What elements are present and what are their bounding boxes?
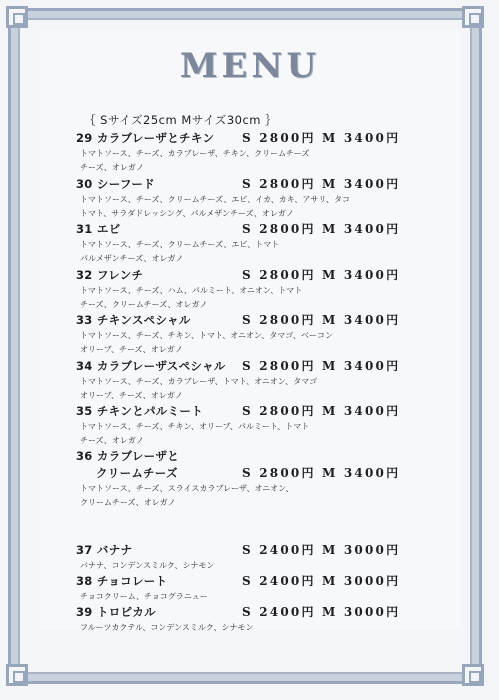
item-desc: トマトソース、チーズ、チキン、トマト、オニオン、タマゴ、ベーコン (80, 331, 333, 340)
item-name: 32 フレンチ (76, 268, 144, 282)
item-price: S 2400円 M 3000円 (242, 543, 401, 557)
item-name: 33 チキンスペシャル (76, 313, 191, 327)
item-price: S 2800円 M 3400円 (242, 177, 401, 191)
item-desc: パルメザンチーズ、オレガノ (80, 254, 184, 263)
menu-item-35 (76, 403, 456, 448)
item-desc: チーズ、クリームチーズ、オレガノ (80, 300, 208, 309)
item-desc: トマトソース、チーズ、スライスカラブレーザ、オニオン、 (80, 484, 294, 493)
item-desc: トマトソース、チーズ、クリームチーズ、エビ、イカ、カキ、アサリ、タコ (80, 195, 350, 204)
item-desc: オリーブ、チーズ、オレガノ (80, 345, 183, 354)
menu-item-34 (76, 358, 456, 403)
item-name-line2: クリームチーズ (96, 466, 178, 480)
item-desc: チーズ、オレガノ (80, 436, 144, 445)
item-desc: オリーブ、チーズ、オレガノ (80, 391, 183, 400)
menu-item-37 (76, 542, 456, 573)
item-price: S 2800円 M 3400円 (242, 131, 401, 145)
item-name: 36 カラブレーザと (76, 449, 180, 463)
item-desc: トマトソース、チーズ、カラブレーザ、チキン、クリームチーズ (80, 149, 310, 158)
item-desc: トマトソース、チーズ、ハム、パルミート、オニオン、トマト (80, 286, 303, 295)
item-price: S 2400円 M 3000円 (242, 574, 401, 588)
item-desc: チョコクリーム、チョコグラニュー (80, 592, 208, 601)
item-name: 39 トロピカル (76, 605, 156, 619)
menu-item-31 (76, 221, 456, 266)
menu-item-33 (76, 312, 456, 357)
corner-ornament-bottom-right (462, 664, 484, 686)
item-desc: フルーツカクテル、コンデンスミルク、シナモン (80, 623, 254, 632)
item-desc: チーズ、オレガノ (80, 163, 144, 172)
item-name: 35 チキンとパルミート (76, 404, 203, 418)
item-name: 31 エビ (76, 222, 121, 236)
menu-item-39 (76, 604, 456, 635)
item-price: S 2400円 M 3000円 (242, 605, 401, 619)
item-price: S 2800円 M 3400円 (242, 404, 401, 418)
menu-item-30 (76, 176, 456, 221)
item-name: 29 カラブレーザとチキン (76, 131, 215, 145)
item-desc: トマトソース、チーズ、クリームチーズ、エビ、トマト (80, 240, 280, 249)
menu-item-36 (76, 448, 456, 510)
corner-ornament-top-right (462, 6, 484, 28)
size-note: ｛ Sサイズ25cm Mサイズ30cm ｝ (84, 113, 278, 127)
item-desc: バナナ、コンデンスミルク、シナモン (80, 561, 215, 570)
item-desc: クリームチーズ、オレガノ (80, 498, 176, 507)
item-name: 30 シーフード (76, 177, 155, 191)
item-price: S 2800円 M 3400円 (242, 313, 401, 327)
menu-content (40, 30, 460, 630)
item-desc: トマト、サラダドレッシング、パルメザンチーズ、オレガノ (80, 209, 294, 218)
item-name: 38 チョコレート (76, 574, 168, 588)
item-price: S 2800円 M 3400円 (242, 268, 401, 282)
item-price: S 2800円 M 3400円 (242, 359, 401, 373)
menu-title: MENU (179, 46, 321, 86)
item-price: S 2800円 M 3400円 (242, 222, 401, 236)
menu-item-29 (76, 130, 456, 175)
menu-item-32 (76, 267, 456, 312)
item-name: 34 カラブレーザスペシャル (76, 359, 226, 373)
menu-item-38 (76, 573, 456, 604)
corner-ornament-top-left (6, 6, 28, 28)
item-price: S 2800円 M 3400円 (242, 466, 401, 480)
item-desc: トマトソース、チーズ、チキン、オリーブ、パルミート、トマト (80, 422, 310, 431)
item-name: 37 バナナ (76, 543, 133, 557)
corner-ornament-bottom-left (6, 664, 28, 686)
item-desc: トマトソース、チーズ、カラブレーザ、トマト、オニオン、タマゴ (80, 377, 318, 386)
